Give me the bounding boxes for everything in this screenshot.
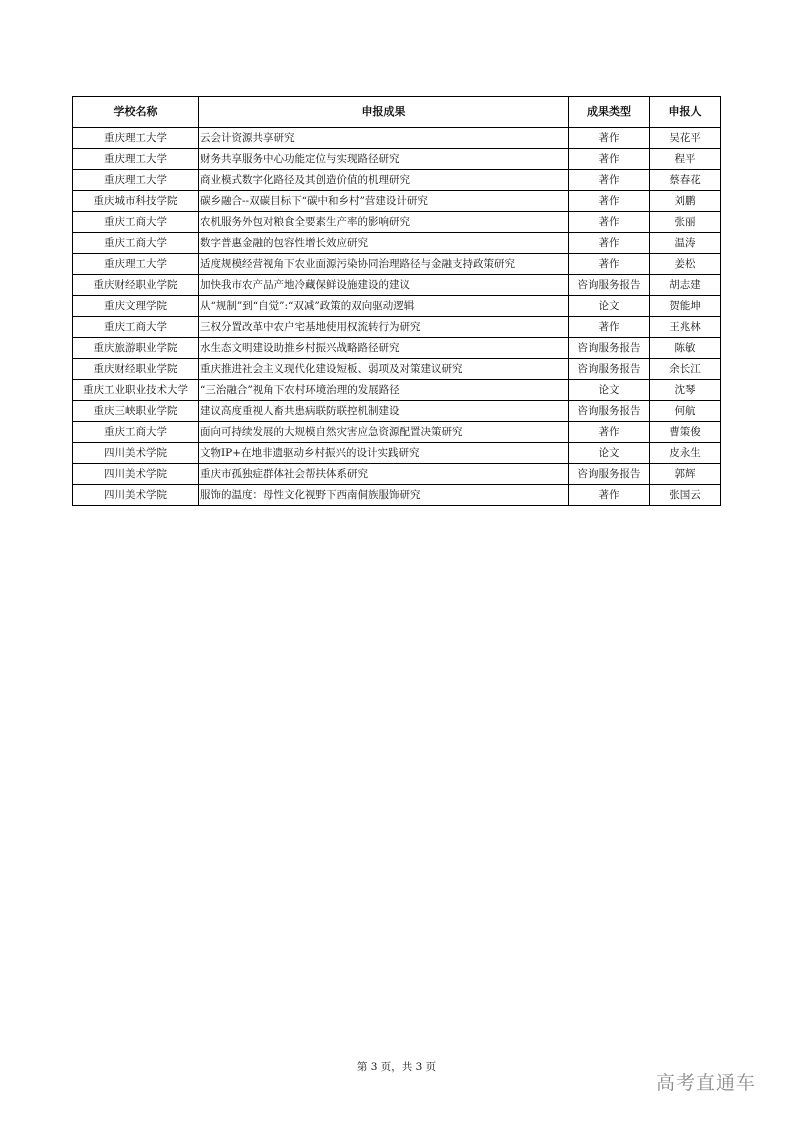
cell-title: 面向可持续发展的大规模自然灾害应急资源配置决策研究 — [199, 422, 569, 443]
table-row — [73, 422, 721, 443]
cell-school: 重庆工商大学 — [73, 422, 199, 443]
cell-school: 重庆财经职业学院 — [73, 359, 199, 380]
cell-type: 著作 — [569, 149, 650, 170]
table-row — [73, 443, 721, 464]
cell-type: 咨询服务报告 — [569, 464, 650, 485]
table-row — [73, 254, 721, 275]
cell-person: 陈敏 — [650, 338, 721, 359]
cell-school: 四川美术学院 — [73, 485, 199, 506]
cell-type: 著作 — [569, 317, 650, 338]
cell-person: 郭辉 — [650, 464, 721, 485]
cell-school: 重庆理工大学 — [73, 254, 199, 275]
cell-school: 重庆理工大学 — [73, 128, 199, 149]
table-row — [73, 464, 721, 485]
table-row — [73, 191, 721, 212]
cell-title: 适度规模经营视角下农业面源污染协同治理路径与金融支持政策研究 — [199, 254, 569, 275]
header-title: 申报成果 — [199, 97, 569, 128]
table-row — [73, 275, 721, 296]
cell-person: 何航 — [650, 401, 721, 422]
cell-type: 著作 — [569, 485, 650, 506]
cell-type: 论文 — [569, 296, 650, 317]
table-row — [73, 317, 721, 338]
cell-type: 论文 — [569, 380, 650, 401]
cell-title: 碳乡融合--双碳目标下“碳中和乡村”营建设计研究 — [199, 191, 569, 212]
cell-person: 张国云 — [650, 485, 721, 506]
cell-person: 吴花平 — [650, 128, 721, 149]
cell-title: “三治融合”视角下农村环境治理的发展路径 — [199, 380, 569, 401]
cell-school: 重庆工商大学 — [73, 317, 199, 338]
cell-title: 文物IP+在地非遗驱动乡村振兴的设计实践研究 — [199, 443, 569, 464]
cell-person: 胡志建 — [650, 275, 721, 296]
cell-type: 著作 — [569, 170, 650, 191]
cell-school: 四川美术学院 — [73, 464, 199, 485]
cell-title: 三权分置改革中农户宅基地使用权流转行为研究 — [199, 317, 569, 338]
cell-school: 重庆工商大学 — [73, 233, 199, 254]
cell-title: 从“规制”到“自觉”:“双减”政策的双向驱动逻辑 — [199, 296, 569, 317]
cell-school: 重庆城市科技学院 — [73, 191, 199, 212]
table-row — [73, 212, 721, 233]
cell-title: 农机服务外包对粮食全要素生产率的影响研究 — [199, 212, 569, 233]
table-row — [73, 149, 721, 170]
table-row — [73, 128, 721, 149]
cell-person: 余长江 — [650, 359, 721, 380]
cell-school: 重庆工业职业技术大学 — [73, 380, 199, 401]
cell-type: 咨询服务报告 — [569, 401, 650, 422]
table-body — [73, 128, 721, 506]
cell-school: 重庆理工大学 — [73, 149, 199, 170]
cell-title: 加快我市农产品产地冷藏保鲜设施建设的建议 — [199, 275, 569, 296]
cell-title: 数字普惠金融的包容性增长效应研究 — [199, 233, 569, 254]
cell-type: 论文 — [569, 443, 650, 464]
table-row — [73, 170, 721, 191]
cell-school: 重庆旅游职业学院 — [73, 338, 199, 359]
cell-person: 刘鹏 — [650, 191, 721, 212]
cell-type: 著作 — [569, 191, 650, 212]
cell-school: 四川美术学院 — [73, 443, 199, 464]
cell-type: 咨询服务报告 — [569, 359, 650, 380]
header-person: 申报人 — [650, 97, 721, 128]
cell-type: 著作 — [569, 254, 650, 275]
cell-person: 温涛 — [650, 233, 721, 254]
table-row — [73, 401, 721, 422]
cell-person: 姜松 — [650, 254, 721, 275]
watermark: 高考直通车 — [656, 1072, 757, 1094]
page-number: 第 3 页，共 3 页 — [356, 1061, 437, 1073]
table-row — [73, 233, 721, 254]
cell-school: 重庆工商大学 — [73, 212, 199, 233]
cell-title: 财务共享服务中心功能定位与实现路径研究 — [199, 149, 569, 170]
cell-title: 服饰的温度：母性文化视野下西南侗族服饰研究 — [199, 485, 569, 506]
header-type: 成果类型 — [569, 97, 650, 128]
cell-title: 商业模式数字化路径及其创造价值的机理研究 — [199, 170, 569, 191]
table-row — [73, 380, 721, 401]
table-row — [73, 296, 721, 317]
cell-person: 皮永生 — [650, 443, 721, 464]
cell-type: 著作 — [569, 128, 650, 149]
cell-person: 贺能坤 — [650, 296, 721, 317]
cell-type: 著作 — [569, 233, 650, 254]
cell-title: 建议高度重视人畜共患病联防联控机制建设 — [199, 401, 569, 422]
cell-school: 重庆财经职业学院 — [73, 275, 199, 296]
cell-school: 重庆三峡职业学院 — [73, 401, 199, 422]
cell-type: 著作 — [569, 212, 650, 233]
cell-type: 著作 — [569, 422, 650, 443]
cell-person: 蔡春花 — [650, 170, 721, 191]
cell-person: 程平 — [650, 149, 721, 170]
cell-type: 咨询服务报告 — [569, 338, 650, 359]
cell-title: 重庆推进社会主义现代化建设短板、弱项及对策建议研究 — [199, 359, 569, 380]
table-row — [73, 338, 721, 359]
cell-type: 咨询服务报告 — [569, 275, 650, 296]
results-table — [72, 96, 721, 506]
table-row — [73, 485, 721, 506]
table-row — [73, 359, 721, 380]
cell-person: 张丽 — [650, 212, 721, 233]
cell-title: 云会计资源共享研究 — [199, 128, 569, 149]
cell-school: 重庆理工大学 — [73, 170, 199, 191]
cell-title: 水生态文明建设助推乡村振兴战略路径研究 — [199, 338, 569, 359]
table-header-row — [73, 97, 721, 128]
header-school: 学校名称 — [73, 97, 199, 128]
cell-school: 重庆文理学院 — [73, 296, 199, 317]
cell-title: 重庆市孤独症群体社会帮扶体系研究 — [199, 464, 569, 485]
cell-person: 沈琴 — [650, 380, 721, 401]
cell-person: 曹策俊 — [650, 422, 721, 443]
cell-person: 王兆林 — [650, 317, 721, 338]
